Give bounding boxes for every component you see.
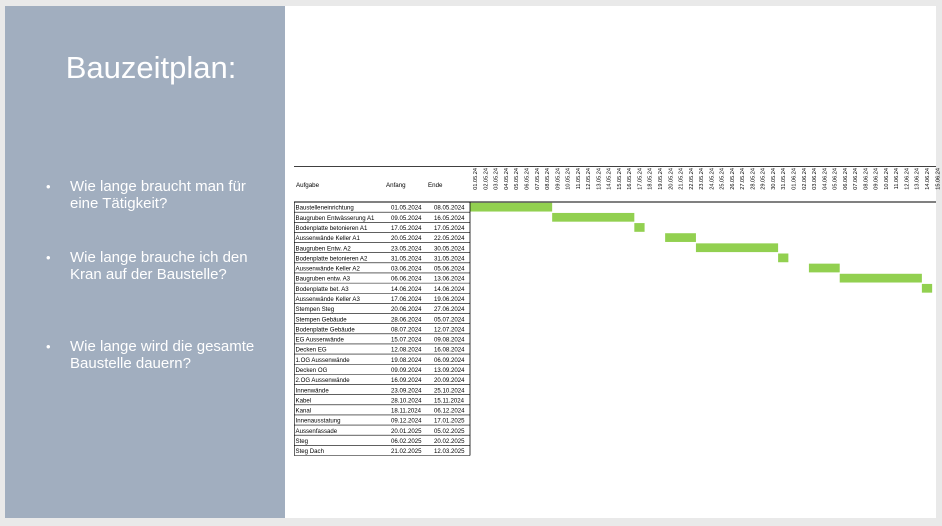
header-end: Ende	[428, 182, 443, 189]
row-start: 19.08.2024	[391, 356, 422, 364]
date-header: 12.06.24	[904, 168, 911, 190]
row-task: Bodenplatte betonieren A1	[295, 225, 368, 233]
date-header: 07.05.24	[534, 168, 541, 190]
row-end: 27.06.2024	[434, 306, 465, 314]
gantt-bar	[840, 274, 922, 283]
row-end: 17.05.2024	[434, 225, 465, 233]
date-header: 18.05.24	[647, 168, 654, 190]
row-end: 30.05.2024	[434, 245, 465, 253]
row-task: Baugruben Entwässerung A1	[295, 214, 375, 222]
slide-title[interactable]: Bauzeitplan:	[65, 50, 237, 85]
bullet-text: Wie lange brauche ich den Kran auf der Baustelle?	[70, 249, 248, 283]
slide-frame-right	[936, 0, 942, 526]
date-header: 04.06.24	[822, 168, 829, 190]
row-end: 17.01.2025	[434, 417, 465, 425]
date-header: 11.06.24	[894, 168, 901, 190]
date-header: 14.06.24	[925, 168, 932, 190]
row-task: Bodenplatte betonieren A2	[295, 255, 368, 263]
date-header: 26.05.24	[729, 168, 736, 190]
row-task: Kabel	[295, 397, 312, 405]
gantt-bar	[696, 243, 778, 252]
row-end: 13.06.2024	[434, 275, 465, 283]
row-start: 14.06.2024	[391, 285, 422, 293]
row-start: 12.08.2024	[391, 346, 422, 354]
row-end: 09.08.2024	[434, 336, 465, 344]
row-task: 2.OG Aussenwände	[295, 377, 350, 385]
row-start: 18.11.2024	[391, 407, 422, 415]
row-end: 06.09.2024	[434, 356, 465, 364]
date-header: 15.06.24	[935, 168, 942, 190]
row-start: 15.07.2024	[391, 336, 422, 344]
date-header: 01.05.24	[473, 168, 480, 190]
row-task: Aussenfassade	[295, 427, 338, 435]
row-start: 16.09.2024	[391, 377, 422, 385]
gantt-table[interactable]	[294, 166, 942, 456]
date-header: 14.05.24	[606, 168, 613, 190]
row-end: 05.06.2024	[434, 265, 465, 273]
gantt-bar	[665, 233, 696, 242]
row-end: 12.03.2025	[434, 448, 465, 456]
slide-frame-bottom	[0, 518, 942, 526]
row-end: 22.05.2024	[434, 235, 465, 243]
row-task: 1.OG Aussenwände	[295, 356, 350, 364]
date-header: 28.05.24	[750, 168, 757, 190]
date-header: 31.05.24	[781, 168, 788, 190]
row-start: 23.05.2024	[391, 245, 422, 253]
date-header: 20.05.24	[668, 168, 675, 190]
row-end: 05.07.2024	[434, 316, 465, 324]
date-header: 29.05.24	[760, 168, 767, 190]
bullet-dot-icon: •	[46, 179, 51, 194]
date-header: 27.05.24	[740, 168, 747, 190]
date-header: 05.06.24	[832, 168, 839, 190]
gantt-bar	[552, 213, 634, 222]
date-header: 08.05.24	[545, 168, 552, 190]
date-header: 08.06.24	[863, 168, 870, 190]
row-task: Stempen Steg	[295, 306, 335, 314]
date-header: 05.05.24	[514, 168, 521, 190]
row-start: 31.05.2024	[391, 255, 422, 263]
date-header: 13.05.24	[596, 168, 603, 190]
row-task: Aussenwände Keller A2	[295, 265, 360, 273]
row-start: 23.09.2024	[391, 387, 422, 395]
row-end: 15.11.2024	[434, 397, 465, 405]
row-end: 08.05.2024	[434, 204, 465, 212]
row-start: 17.06.2024	[391, 296, 422, 303]
date-header: 04.05.24	[503, 168, 510, 190]
date-header: 03.05.24	[493, 168, 500, 190]
bullet-dot-icon: •	[46, 339, 51, 354]
header-task: Aufgabe	[296, 182, 320, 189]
row-start: 06.06.2024	[391, 275, 422, 283]
date-header: 02.05.24	[483, 168, 490, 190]
row-start: 20.01.2025	[391, 427, 422, 435]
date-header: 19.05.24	[658, 168, 664, 190]
row-task: EG Aussenwände	[295, 336, 344, 344]
row-start: 17.05.2024	[391, 225, 422, 233]
row-end: 19.06.2024	[434, 296, 465, 303]
row-end: 31.05.2024	[434, 255, 465, 263]
row-task: Aussenwände Keller A1	[295, 235, 360, 243]
row-task: Baustelleneinrichtung	[295, 204, 354, 212]
date-header: 02.06.24	[801, 168, 808, 190]
date-header: 09.06.24	[873, 168, 880, 190]
row-task: Bodenplatte Gebäude	[295, 326, 355, 334]
row-start: 03.06.2024	[391, 265, 422, 273]
date-header: 15.05.24	[616, 168, 623, 190]
date-header: 12.05.24	[586, 168, 593, 190]
row-start: 06.02.2025	[391, 437, 422, 445]
row-start: 28.06.2024	[391, 316, 422, 324]
row-task: Innenwände	[295, 387, 329, 395]
row-end: 13.09.2024	[434, 366, 465, 374]
date-header: 22.05.24	[688, 168, 695, 190]
row-end: 05.02.2025	[434, 427, 465, 435]
date-header: 03.06.24	[812, 168, 819, 190]
gantt-bar	[470, 203, 552, 212]
date-header: 13.06.24	[914, 168, 921, 190]
row-end: 12.07.2024	[434, 326, 465, 334]
date-header: 07.06.24	[853, 168, 860, 190]
row-end: 16.05.2024	[434, 214, 465, 222]
row-task: Steg Dach	[295, 448, 324, 456]
row-start: 01.05.2024	[391, 204, 422, 212]
row-start: 09.05.2024	[391, 214, 422, 222]
date-header: 30.05.24	[770, 168, 777, 190]
date-header: 25.05.24	[719, 168, 726, 190]
date-header: 01.06.24	[791, 168, 798, 190]
row-task: Steg	[295, 437, 309, 445]
row-end: 20.09.2024	[434, 377, 465, 385]
header-start: Anfang	[386, 182, 406, 189]
row-task: Bodenplatte bet. A3	[295, 285, 349, 293]
row-task: Kanal	[295, 407, 312, 415]
row-start: 09.12.2024	[391, 417, 422, 425]
gantt-bar	[778, 254, 788, 263]
date-header: 11.05.24	[575, 168, 582, 190]
row-start: 20.05.2024	[391, 235, 422, 243]
bullet-dot-icon: •	[46, 250, 51, 265]
gantt-bar	[922, 284, 932, 293]
gantt-bar	[634, 223, 644, 232]
row-end: 25.10.2024	[434, 387, 465, 395]
date-header: 24.05.24	[709, 168, 716, 190]
row-start: 28.10.2024	[391, 397, 422, 405]
row-task: Decken EG	[295, 346, 327, 354]
row-end: 14.06.2024	[434, 285, 465, 293]
date-header: 06.06.24	[842, 168, 849, 190]
date-header: 10.05.24	[565, 168, 572, 190]
row-task: Stempen Gebäude	[295, 316, 347, 324]
row-start: 09.09.2024	[391, 366, 422, 374]
row-task: Baugruben entw. A3	[295, 275, 351, 283]
bullet-text: Wie lange wird die gesamte Baustelle dauern?	[70, 338, 255, 372]
row-end: 20.02.2025	[434, 437, 465, 445]
row-task: Baugruben Entw. A2	[295, 245, 351, 253]
date-header: 09.05.24	[555, 168, 562, 190]
date-header: 10.06.24	[883, 168, 890, 190]
row-task: Aussenwände Keller A3	[295, 296, 360, 303]
date-header: 21.05.24	[678, 168, 685, 190]
row-end: 06.12.2024	[434, 407, 465, 415]
row-end: 16.08.2024	[434, 346, 465, 354]
row-task: Innenausstatung	[295, 417, 341, 425]
row-start: 08.07.2024	[391, 326, 422, 334]
bullet-text: Wie lange braucht man für eine Tätigkeit?	[70, 178, 246, 212]
date-header: 23.05.24	[699, 168, 706, 190]
date-header: 16.05.24	[627, 168, 634, 190]
gantt-bar	[809, 264, 840, 273]
date-header: 17.05.24	[637, 168, 644, 190]
date-header: 06.05.24	[524, 168, 531, 190]
row-start: 20.06.2024	[391, 306, 422, 314]
row-task: Decken OG	[295, 366, 328, 374]
row-start: 21.02.2025	[391, 448, 422, 456]
